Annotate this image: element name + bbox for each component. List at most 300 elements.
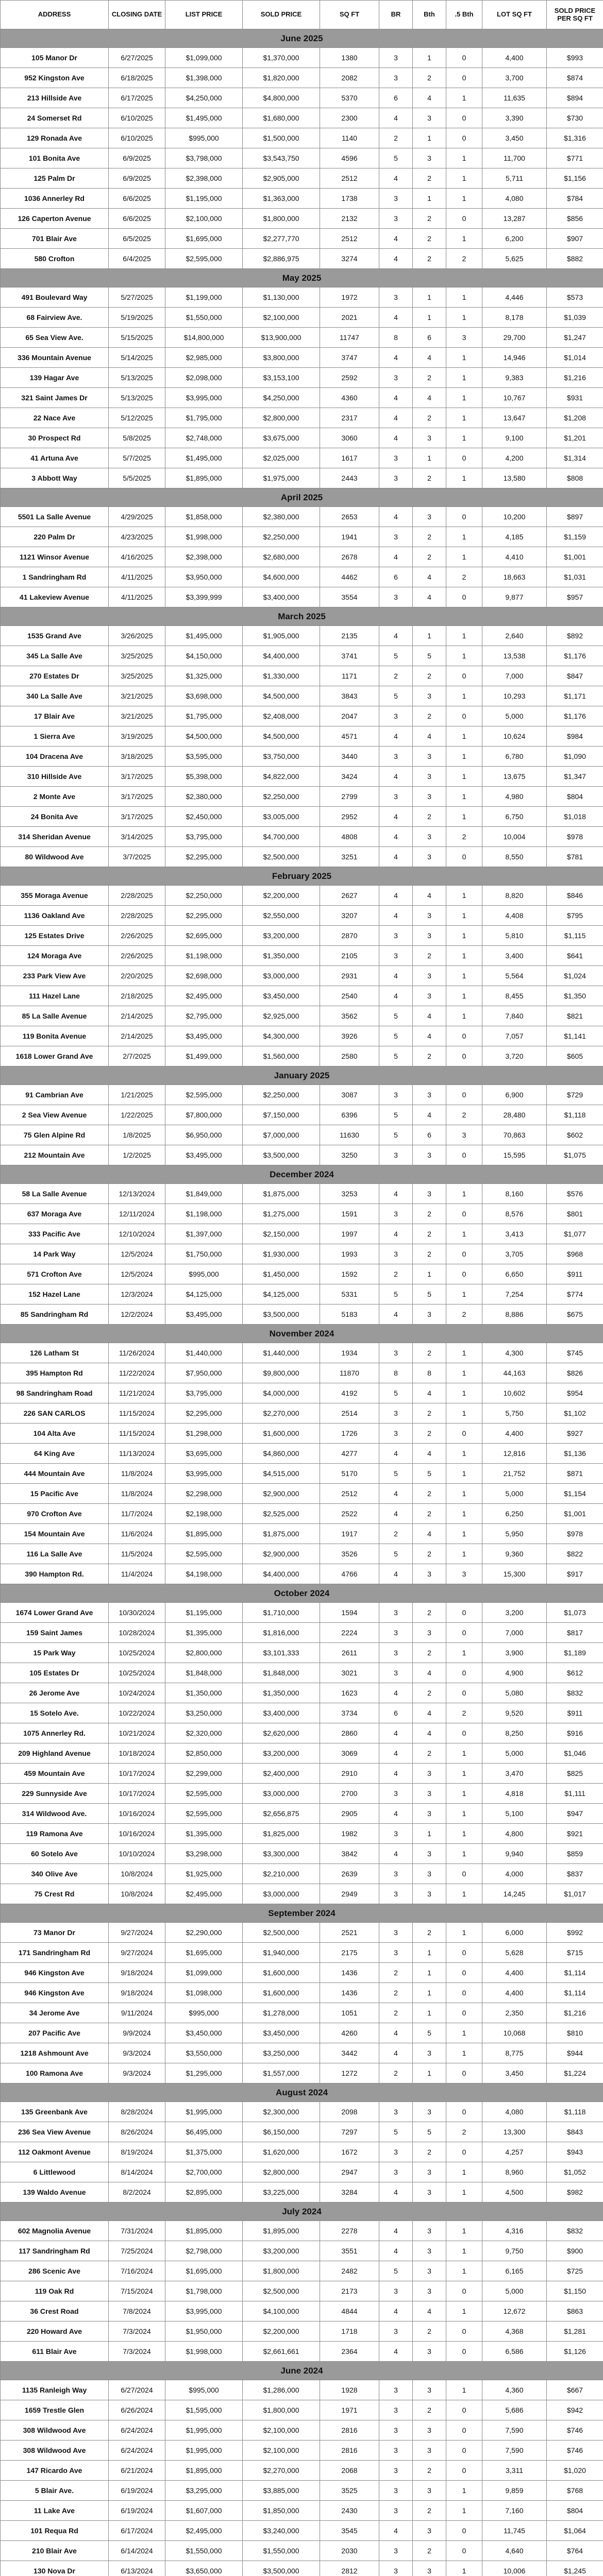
cell-sq-ft: 1591 [320,1204,379,1224]
table-row [1,368,603,388]
cell-baths: 3 [413,747,446,767]
cell-sq-ft: 3440 [320,747,379,767]
cell-closing-date: 10/24/2024 [109,1683,165,1703]
cell-sq-ft: 3734 [320,1703,379,1723]
table-row [1,1343,603,1363]
cell-price-per-sq-ft: $1,126 [547,2342,603,2362]
cell-lot-sq-ft: 11,700 [482,148,547,168]
cell-list-price: $1,998,000 [165,527,243,547]
cell-price-per-sq-ft: $992 [547,1923,603,1943]
cell-sold-price: $1,278,000 [243,2003,320,2023]
cell-baths: 3 [413,906,446,926]
cell-half-baths: 1 [446,1804,482,1824]
cell-closing-date: 6/5/2025 [109,229,165,249]
table-row [1,1244,603,1264]
cell-baths: 4 [413,1444,446,1464]
cell-closing-date: 12/5/2024 [109,1264,165,1284]
cell-closing-date: 3/25/2025 [109,646,165,666]
cell-lot-sq-ft: 4,980 [482,787,547,807]
cell-closing-date: 6/19/2024 [109,2481,165,2501]
cell-sq-ft: 2132 [320,209,379,229]
cell-sold-price: $2,270,000 [243,1403,320,1423]
cell-closing-date: 11/21/2024 [109,1383,165,1403]
cell-half-baths: 1 [446,2023,482,2043]
cell-address: 1135 Ranleigh Way [1,2380,109,2400]
cell-lot-sq-ft: 8,886 [482,1304,547,1325]
cell-address: 15 Sotelo Ave. [1,1703,109,1723]
cell-price-per-sq-ft: $907 [547,229,603,249]
cell-baths: 2 [413,547,446,567]
cell-price-per-sq-ft: $1,201 [547,428,603,448]
cell-closing-date: 5/27/2025 [109,287,165,308]
cell-price-per-sq-ft: $1,064 [547,2521,603,2541]
cell-sq-ft: 2816 [320,2420,379,2441]
cell-closing-date: 6/27/2025 [109,48,165,68]
cell-baths: 4 [413,348,446,368]
cell-lot-sq-ft: 5,564 [482,966,547,986]
cell-list-price: $3,995,000 [165,388,243,408]
cell-baths: 4 [413,1524,446,1544]
cell-bedrooms: 4 [379,1683,413,1703]
cell-half-baths: 1 [446,2221,482,2241]
cell-half-baths: 1 [446,1844,482,1864]
cell-closing-date: 1/22/2025 [109,1105,165,1125]
cell-closing-date: 8/26/2024 [109,2122,165,2142]
cell-sold-price: $1,275,000 [243,1204,320,1224]
cell-baths: 3 [413,847,446,867]
cell-address: 26 Jerome Ave [1,1683,109,1703]
cell-closing-date: 6/9/2025 [109,148,165,168]
cell-closing-date: 12/10/2024 [109,1224,165,1244]
cell-bedrooms: 4 [379,1743,413,1764]
cell-lot-sq-ft: 4,900 [482,1663,547,1683]
month-header: May 2025 [1,269,603,287]
table-row [1,2380,603,2400]
cell-list-price: $2,380,000 [165,787,243,807]
table-row [1,2321,603,2342]
cell-half-baths: 1 [446,2561,482,2576]
cell-bedrooms: 3 [379,926,413,946]
cell-bedrooms: 3 [379,368,413,388]
cell-closing-date: 11/15/2024 [109,1423,165,1444]
table-row [1,448,603,468]
cell-baths: 3 [413,2221,446,2241]
cell-price-per-sq-ft: $1,102 [547,1403,603,1423]
cell-sq-ft: 1592 [320,1264,379,1284]
cell-baths: 5 [413,2122,446,2142]
cell-address: 340 La Salle Ave [1,686,109,706]
cell-list-price: $2,895,000 [165,2182,243,2202]
cell-sq-ft: 2540 [320,986,379,1006]
cell-list-price: $3,295,000 [165,2481,243,2501]
cell-list-price: $1,495,000 [165,626,243,646]
cell-half-baths: 1 [446,1403,482,1423]
cell-sold-price: $2,661,661 [243,2342,320,2362]
cell-price-per-sq-ft: $954 [547,1383,603,1403]
cell-list-price: $2,098,000 [165,368,243,388]
cell-list-price: $1,895,000 [165,2461,243,2481]
cell-address: 314 Sheridan Avenue [1,827,109,847]
cell-half-baths: 1 [446,1504,482,1524]
cell-price-per-sq-ft: $602 [547,1125,603,1145]
cell-sq-ft: 5370 [320,88,379,108]
cell-closing-date: 1/2/2025 [109,1145,165,1165]
cell-price-per-sq-ft: $1,216 [547,2003,603,2023]
cell-half-baths: 1 [446,626,482,646]
cell-half-baths: 0 [446,1264,482,1284]
table-row [1,2420,603,2441]
cell-sq-ft: 4844 [320,2301,379,2321]
cell-price-per-sq-ft: $801 [547,1204,603,1224]
cell-lot-sq-ft: 13,300 [482,2122,547,2142]
table-row [1,2162,603,2182]
cell-sold-price: $7,150,000 [243,1105,320,1125]
cell-half-baths: 1 [446,1764,482,1784]
table-row [1,666,603,686]
cell-lot-sq-ft: 5,628 [482,1943,547,1963]
cell-baths: 4 [413,1026,446,1046]
cell-bedrooms: 3 [379,2400,413,2420]
month-header: November 2024 [1,1325,603,1343]
cell-price-per-sq-ft: $771 [547,148,603,168]
cell-sq-ft: 2952 [320,807,379,827]
cell-sold-price: $2,210,000 [243,1864,320,1884]
cell-half-baths: 0 [446,2063,482,2083]
cell-half-baths: 1 [446,189,482,209]
cell-half-baths: 1 [446,1824,482,1844]
cell-closing-date: 10/8/2024 [109,1864,165,1884]
cell-baths: 4 [413,587,446,607]
cell-sq-ft: 5331 [320,1284,379,1304]
cell-baths: 4 [413,567,446,587]
cell-baths: 2 [413,2400,446,2420]
table-row [1,249,603,269]
cell-closing-date: 10/16/2024 [109,1824,165,1844]
month-header-row [1,269,603,287]
cell-list-price: $5,398,000 [165,767,243,787]
cell-price-per-sq-ft: $947 [547,1804,603,1824]
cell-address: 30 Prospect Rd [1,428,109,448]
cell-bedrooms: 4 [379,428,413,448]
table-row [1,1884,603,1904]
cell-half-baths: 0 [446,1663,482,1683]
cell-bedrooms: 3 [379,2441,413,2461]
cell-baths: 4 [413,886,446,906]
cell-baths: 4 [413,388,446,408]
cell-list-price: $3,595,000 [165,747,243,767]
cell-sq-ft: 1972 [320,287,379,308]
cell-price-per-sq-ft: $863 [547,2301,603,2321]
cell-price-per-sq-ft: $968 [547,1244,603,1264]
cell-address: 24 Bonita Ave [1,807,109,827]
cell-lot-sq-ft: 3,390 [482,108,547,128]
cell-baths: 2 [413,408,446,428]
cell-sq-ft: 2443 [320,468,379,488]
cell-half-baths: 0 [446,1943,482,1963]
table-row [1,2261,603,2281]
cell-sold-price: $2,200,000 [243,2321,320,2342]
cell-half-baths: 1 [446,527,482,547]
cell-bedrooms: 4 [379,1184,413,1204]
cell-closing-date: 11/13/2024 [109,1444,165,1464]
cell-closing-date: 4/23/2025 [109,527,165,547]
cell-lot-sq-ft: 2,350 [482,2003,547,2023]
cell-closing-date: 10/28/2024 [109,1623,165,1643]
table-row [1,1864,603,1884]
cell-list-price: $4,150,000 [165,646,243,666]
cell-lot-sq-ft: 5,711 [482,168,547,189]
cell-closing-date: 12/11/2024 [109,1204,165,1224]
cell-bedrooms: 3 [379,468,413,488]
cell-sold-price: $1,600,000 [243,1983,320,2003]
cell-sq-ft: 4808 [320,827,379,847]
cell-address: 159 Saint James [1,1623,109,1643]
table-row [1,88,603,108]
cell-sold-price: $3,200,000 [243,1743,320,1764]
cell-closing-date: 5/14/2025 [109,348,165,368]
cell-sold-price: $1,930,000 [243,1244,320,1264]
cell-list-price: $3,650,000 [165,2561,243,2576]
cell-lot-sq-ft: 3,413 [482,1224,547,1244]
cell-list-price: $1,895,000 [165,1524,243,1544]
cell-closing-date: 2/28/2025 [109,906,165,926]
cell-list-price: $995,000 [165,128,243,148]
cell-half-baths: 1 [446,2241,482,2261]
cell-list-price: $2,695,000 [165,926,243,946]
cell-closing-date: 3/14/2025 [109,827,165,847]
cell-lot-sq-ft: 9,859 [482,2481,547,2501]
cell-closing-date: 10/16/2024 [109,1804,165,1824]
cell-sold-price: $3,800,000 [243,348,320,368]
cell-sold-price: $3,250,000 [243,2043,320,2063]
cell-sold-price: $3,500,000 [243,2561,320,2576]
table-row [1,148,603,168]
cell-price-per-sq-ft: $897 [547,507,603,527]
cell-closing-date: 11/7/2024 [109,1504,165,1524]
cell-list-price: $1,550,000 [165,2541,243,2561]
cell-sold-price: $4,400,000 [243,646,320,666]
cell-closing-date: 4/16/2025 [109,547,165,567]
cell-lot-sq-ft: 3,470 [482,1764,547,1784]
cell-baths: 2 [413,2461,446,2481]
cell-price-per-sq-ft: $892 [547,626,603,646]
cell-closing-date: 11/22/2024 [109,1363,165,1383]
cell-sq-ft: 3284 [320,2182,379,2202]
cell-list-price: $1,499,000 [165,1046,243,1066]
cell-sold-price: $2,400,000 [243,1764,320,1784]
cell-sq-ft: 1272 [320,2063,379,2083]
cell-price-per-sq-ft: $1,141 [547,1026,603,1046]
cell-sold-price: $3,300,000 [243,1844,320,1864]
cell-bedrooms: 3 [379,68,413,88]
cell-bedrooms: 2 [379,1524,413,1544]
cell-list-price: $3,250,000 [165,1703,243,1723]
cell-closing-date: 2/28/2025 [109,886,165,906]
cell-bedrooms: 4 [379,1764,413,1784]
cell-list-price: $1,607,000 [165,2501,243,2521]
cell-closing-date: 3/18/2025 [109,747,165,767]
cell-baths: 1 [413,1264,446,1284]
cell-closing-date: 8/14/2024 [109,2162,165,2182]
cell-closing-date: 6/24/2024 [109,2441,165,2461]
cell-half-baths: 0 [446,1046,482,1066]
cell-closing-date: 4/29/2025 [109,507,165,527]
cell-sq-ft: 4766 [320,1564,379,1584]
cell-sq-ft: 2910 [320,1764,379,1784]
cell-bedrooms: 5 [379,1544,413,1564]
cell-sold-price: $3,885,000 [243,2481,320,2501]
cell-sold-price: $2,500,000 [243,2281,320,2301]
cell-lot-sq-ft: 13,647 [482,408,547,428]
cell-closing-date: 10/25/2024 [109,1663,165,1683]
cell-list-price: $2,299,000 [165,1764,243,1784]
cell-baths: 3 [413,926,446,946]
cell-closing-date: 4/11/2025 [109,587,165,607]
cell-price-per-sq-ft: $843 [547,2122,603,2142]
cell-baths: 2 [413,1544,446,1564]
cell-half-baths: 0 [446,1864,482,1884]
cell-list-price: $3,495,000 [165,1145,243,1165]
cell-lot-sq-ft: 10,624 [482,726,547,747]
cell-price-per-sq-ft: $1,224 [547,2063,603,2083]
cell-half-baths: 1 [446,1484,482,1504]
cell-price-per-sq-ft: $729 [547,1085,603,1105]
cell-sq-ft: 1672 [320,2142,379,2162]
cell-sq-ft: 1380 [320,48,379,68]
cell-price-per-sq-ft: $784 [547,189,603,209]
cell-half-baths: 1 [446,966,482,986]
month-header: February 2025 [1,867,603,886]
cell-sold-price: $2,500,000 [243,1923,320,1943]
cell-address: 1535 Grand Ave [1,626,109,646]
cell-baths: 3 [413,686,446,706]
cell-bedrooms: 3 [379,706,413,726]
cell-bedrooms: 5 [379,1006,413,1026]
cell-lot-sq-ft: 4,640 [482,2541,547,2561]
table-row [1,2102,603,2122]
cell-price-per-sq-ft: $856 [547,209,603,229]
cell-sold-price: $1,940,000 [243,1943,320,1963]
cell-baths: 2 [413,1224,446,1244]
cell-address: 125 Palm Dr [1,168,109,189]
table-row [1,966,603,986]
cell-sold-price: $2,550,000 [243,906,320,926]
cell-sold-price: $3,400,000 [243,587,320,607]
cell-price-per-sq-ft: $781 [547,847,603,867]
table-row [1,1824,603,1844]
cell-list-price: $2,298,000 [165,1484,243,1504]
cell-baths: 2 [413,1343,446,1363]
cell-lot-sq-ft: 7,590 [482,2441,547,2461]
table-row [1,2501,603,2521]
header-closing-date: CLOSING DATE [109,1,165,29]
cell-closing-date: 8/2/2024 [109,2182,165,2202]
cell-address: 444 Mountain Ave [1,1464,109,1484]
cell-baths: 3 [413,1764,446,1784]
table-row [1,2461,603,2481]
table-row [1,2142,603,2162]
cell-closing-date: 8/28/2024 [109,2102,165,2122]
cell-address: 336 Mountain Avenue [1,348,109,368]
table-row [1,2221,603,2241]
cell-lot-sq-ft: 13,580 [482,468,547,488]
cell-price-per-sq-ft: $1,118 [547,2102,603,2122]
cell-lot-sq-ft: 12,672 [482,2301,547,2321]
cell-bedrooms: 3 [379,1623,413,1643]
cell-price-per-sq-ft: $1,171 [547,686,603,706]
cell-closing-date: 2/26/2025 [109,946,165,966]
table-row [1,1564,603,1584]
cell-list-price: $2,250,000 [165,886,243,906]
cell-bedrooms: 3 [379,1085,413,1105]
cell-list-price: $3,795,000 [165,1383,243,1403]
cell-lot-sq-ft: 4,400 [482,1983,547,2003]
cell-half-baths: 1 [446,1363,482,1383]
cell-half-baths: 0 [446,587,482,607]
cell-half-baths: 1 [446,2481,482,2501]
cell-baths: 1 [413,1963,446,1983]
cell-list-price: $1,995,000 [165,2441,243,2461]
cell-sq-ft: 1971 [320,2400,379,2420]
cell-sold-price: $1,350,000 [243,1683,320,1703]
cell-address: 321 Saint James Dr [1,388,109,408]
cell-price-per-sq-ft: $1,216 [547,368,603,388]
cell-price-per-sq-ft: $825 [547,1764,603,1784]
table-row [1,1085,603,1105]
cell-lot-sq-ft: 4,368 [482,2321,547,2342]
cell-sq-ft: 2611 [320,1643,379,1663]
cell-sold-price: $4,515,000 [243,1464,320,1484]
cell-closing-date: 12/2/2024 [109,1304,165,1325]
cell-lot-sq-ft: 29,700 [482,328,547,348]
cell-lot-sq-ft: 5,750 [482,1403,547,1423]
cell-price-per-sq-ft: $1,247 [547,328,603,348]
cell-address: 17 Blair Ave [1,706,109,726]
cell-lot-sq-ft: 4,446 [482,287,547,308]
cell-sq-ft: 2135 [320,626,379,646]
cell-address: 314 Wildwood Ave. [1,1804,109,1824]
cell-half-baths: 1 [446,388,482,408]
cell-address: 41 Lakeview Avenue [1,587,109,607]
cell-baths: 2 [413,1643,446,1663]
cell-sold-price: $4,125,000 [243,1284,320,1304]
cell-address: 119 Bonita Avenue [1,1026,109,1046]
cell-sold-price: $2,900,000 [243,1544,320,1564]
cell-lot-sq-ft: 4,000 [482,1864,547,1884]
cell-address: 1674 Lower Grand Ave [1,1603,109,1623]
cell-sold-price: $13,900,000 [243,328,320,348]
cell-bedrooms: 6 [379,1703,413,1723]
cell-price-per-sq-ft: $746 [547,2420,603,2441]
cell-baths: 4 [413,726,446,747]
cell-price-per-sq-ft: $846 [547,886,603,906]
cell-closing-date: 7/8/2024 [109,2301,165,2321]
cell-address: 116 La Salle Ave [1,1544,109,1564]
table-row [1,1304,603,1325]
cell-sq-ft: 3253 [320,1184,379,1204]
cell-closing-date: 10/17/2024 [109,1784,165,1804]
cell-bedrooms: 4 [379,1504,413,1524]
cell-half-baths: 1 [446,168,482,189]
cell-list-price: $1,375,000 [165,2142,243,2162]
cell-bedrooms: 4 [379,906,413,926]
cell-price-per-sq-ft: $1,150 [547,2281,603,2301]
cell-lot-sq-ft: 5,950 [482,1524,547,1544]
cell-price-per-sq-ft: $641 [547,946,603,966]
cell-baths: 3 [413,1184,446,1204]
cell-price-per-sq-ft: $1,245 [547,2561,603,2576]
cell-list-price: $1,858,000 [165,507,243,527]
